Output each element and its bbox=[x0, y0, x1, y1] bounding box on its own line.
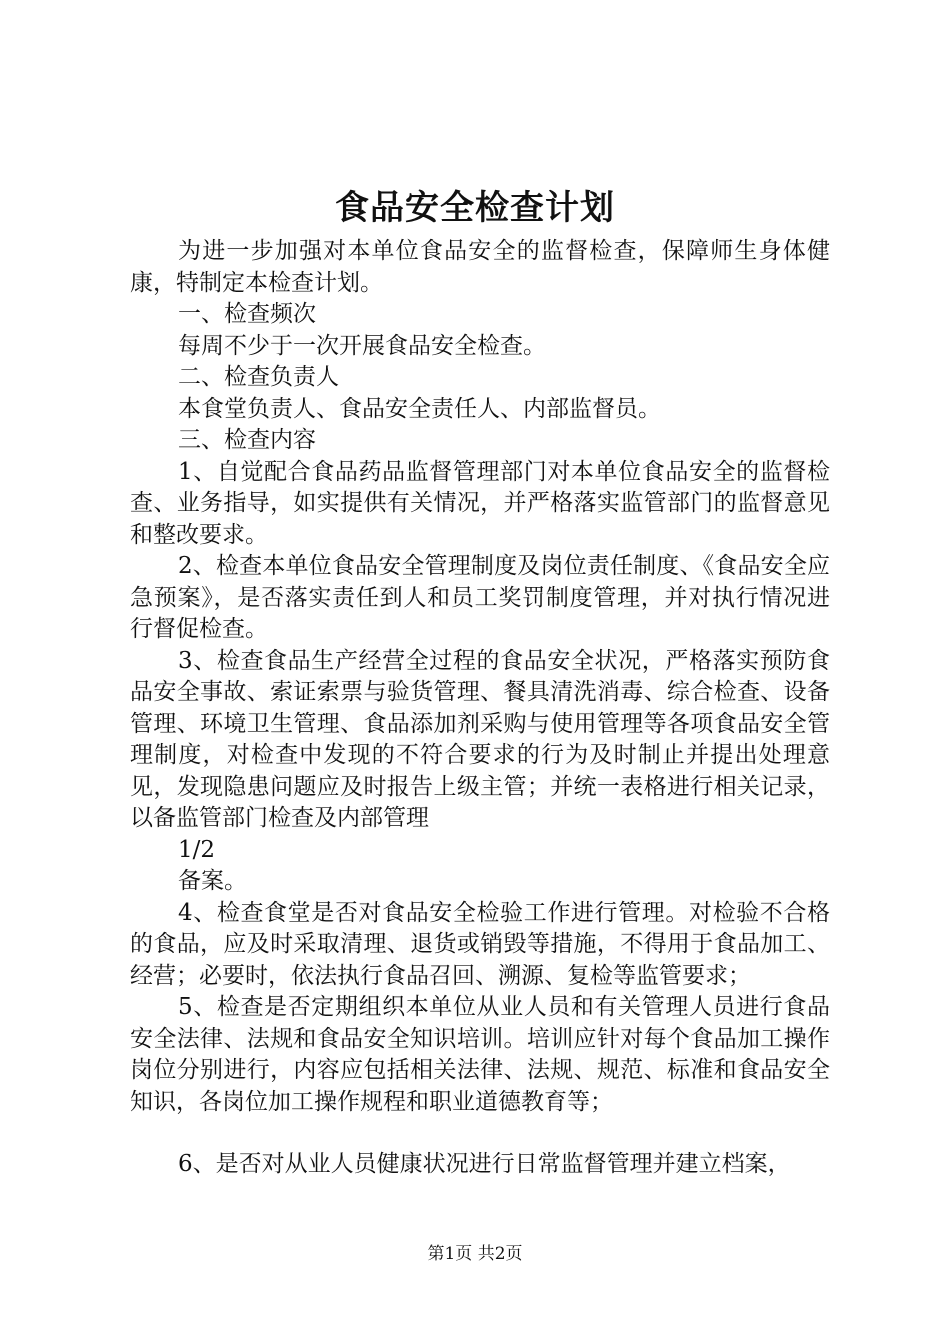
section-heading-content: 三、检查内容 bbox=[178, 427, 316, 453]
inline-page-marker: 1/2 bbox=[178, 836, 216, 863]
responsible-paragraph: 本食堂负责人、食品安全责任人、内部监督员。 bbox=[178, 395, 661, 422]
content-item-1: 1、自觉配合食品药品监督管理部门对本单位食品安全的监督检查、业务指导，如实提供有关情况，并严格落实监管部门的监督意见和整改要求。 bbox=[130, 458, 830, 548]
paragraph-gap bbox=[130, 1118, 830, 1149]
intro-paragraph: 为进一步加强对本单位食品安全的监督检查，保障师生身体健康，特制定本检查计划。 bbox=[130, 238, 830, 296]
content-item-6: 6、是否对从业人员健康状况进行日常监督管理并建立档案， bbox=[178, 1151, 791, 1177]
section-heading-frequency: 一、检查频次 bbox=[178, 301, 316, 327]
content-item-3-continued: 备案。 bbox=[178, 868, 247, 894]
content-item-3: 3、检查食品生产经营全过程的食品安全状况，严格落实预防食品安全事故、索证索票与验货管理、餐具清洗消毒、综合检查、设备管理、环境卫生管理、食品添加剂采购与使用管理等各项食品安全管理制度，对检查中发现的不符合要求的行为及时制止并提出处理意见，发现隐患问题应及时报告上级主管；并统一表格进行相关记录，以备监管部门检查及内部管理 bbox=[130, 647, 830, 831]
content-item-5: 5、检查是否定期组织本单位从业人员和有关管理人员进行食品安全法律、法规和食品安全知识培训。培训应针对每个食品加工操作岗位分别进行，内容应包括相关法律、法规、规范、标准和食品安全知识，各岗位加工操作规程和职业道德教育等； bbox=[130, 994, 830, 1115]
frequency-paragraph: 每周不少于一次开展食品安全检查。 bbox=[178, 332, 546, 359]
document-title: 食品安全检查计划 bbox=[335, 188, 615, 228]
content-item-2: 2、检查本单位食品安全管理制度及岗位责任制度、《食品安全应急预案》，是否落实责任到人和员工奖罚制度管理，并对执行情况进行督促检查。 bbox=[130, 553, 830, 642]
section-heading-responsible: 二、检查负责人 bbox=[178, 364, 339, 390]
document-body bbox=[130, 236, 830, 1181]
content-item-4: 4、检查食堂是否对食品安全检验工作进行管理。对检验不合格的食品，应及时采取清理、退货或销毁等措施，不得用于食品加工、经营；必要时，依法执行食品召回、溯源、复检等监管要求； bbox=[130, 899, 830, 989]
page-footer: 第1页 共2页 bbox=[427, 1244, 523, 1264]
